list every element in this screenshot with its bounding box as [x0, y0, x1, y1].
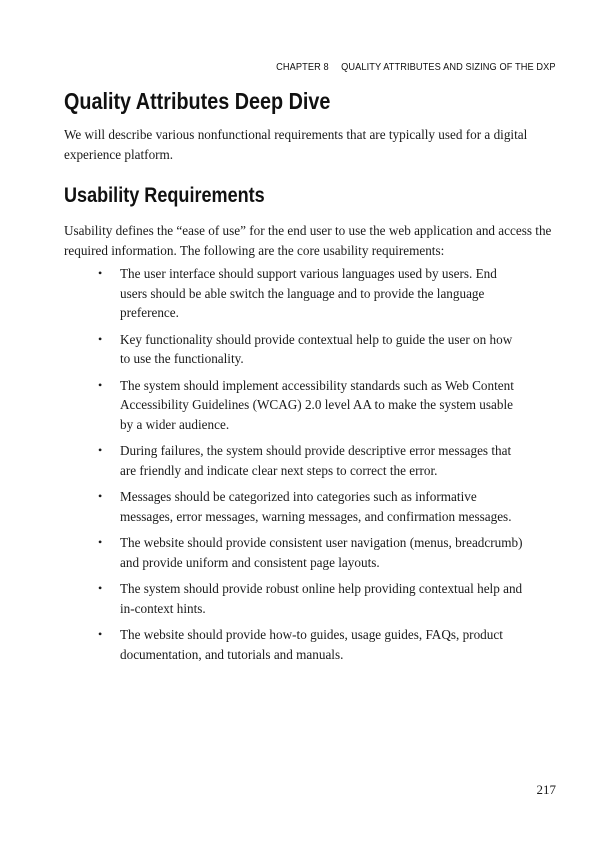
- bullet-icon: •: [98, 535, 103, 549]
- chapter-title: QUALITY ATTRIBUTES AND SIZING OF THE DXP: [341, 61, 556, 73]
- list-item-text: The website should provide how-to guides, usage guides, FAQs, product documentation, and tutorials and manuals.: [120, 627, 503, 662]
- list-item-text: The system should provide robust online help providing contextual help and in-context hints.: [120, 581, 523, 616]
- list-item-text: During failures, the system should provide descriptive error messages that are friendly and indicate clear next steps to correct the error.: [120, 443, 512, 478]
- bullet-icon: •: [98, 443, 103, 457]
- list-item-text: The system should implement accessibility standards such as Web Content Accessibility Guidelines (WCAG) 2.0 level AA to make the system usable by a wider audience.: [120, 377, 514, 432]
- bullet-icon: •: [98, 489, 103, 503]
- requirements-list: [64, 264, 524, 671]
- bullet-icon: •: [98, 377, 103, 392]
- bullet-icon: •: [98, 331, 103, 346]
- list-item-text: Key functionality should provide contextual help to guide the user on how to use the functionality.: [120, 331, 513, 366]
- subsection-heading: Usability Requirements: [64, 184, 265, 207]
- list-item: [64, 330, 524, 369]
- list-item: [64, 579, 524, 618]
- bullet-icon: •: [98, 266, 103, 280]
- list-item-text: The user interface should support various languages used by users. End users should be able switch the language and to provide the language preference.: [120, 266, 497, 320]
- page-number: 217: [536, 782, 556, 797]
- list-item: [64, 441, 524, 480]
- list-item-text: Messages should be categorized into categories such as informative messages, error messages, warning messages, and confirmation messages.: [120, 489, 512, 524]
- chapter-number: CHAPTER 8: [276, 61, 330, 73]
- list-item: [64, 625, 524, 664]
- section-heading: Quality Attributes Deep Dive: [64, 88, 331, 114]
- running-header: [276, 61, 556, 73]
- list-item: [64, 533, 524, 572]
- list-item: [64, 264, 524, 323]
- list-item-text: The website should provide consistent user navigation (menus, breadcrumb) and provide uniform and consistent page layouts.: [120, 535, 523, 570]
- bullet-icon: •: [98, 581, 103, 595]
- list-item: [64, 376, 524, 435]
- list-item: [64, 487, 524, 526]
- subsection-intro-paragraph: Usability defines the “ease of use” for the end user to use the web application and access the required information. The following are the core usability requirements:: [64, 223, 552, 258]
- bullet-icon: •: [98, 627, 103, 641]
- section-intro-paragraph: We will describe various nonfunctional requirements that are typically used for a digital experience platform.: [64, 127, 528, 162]
